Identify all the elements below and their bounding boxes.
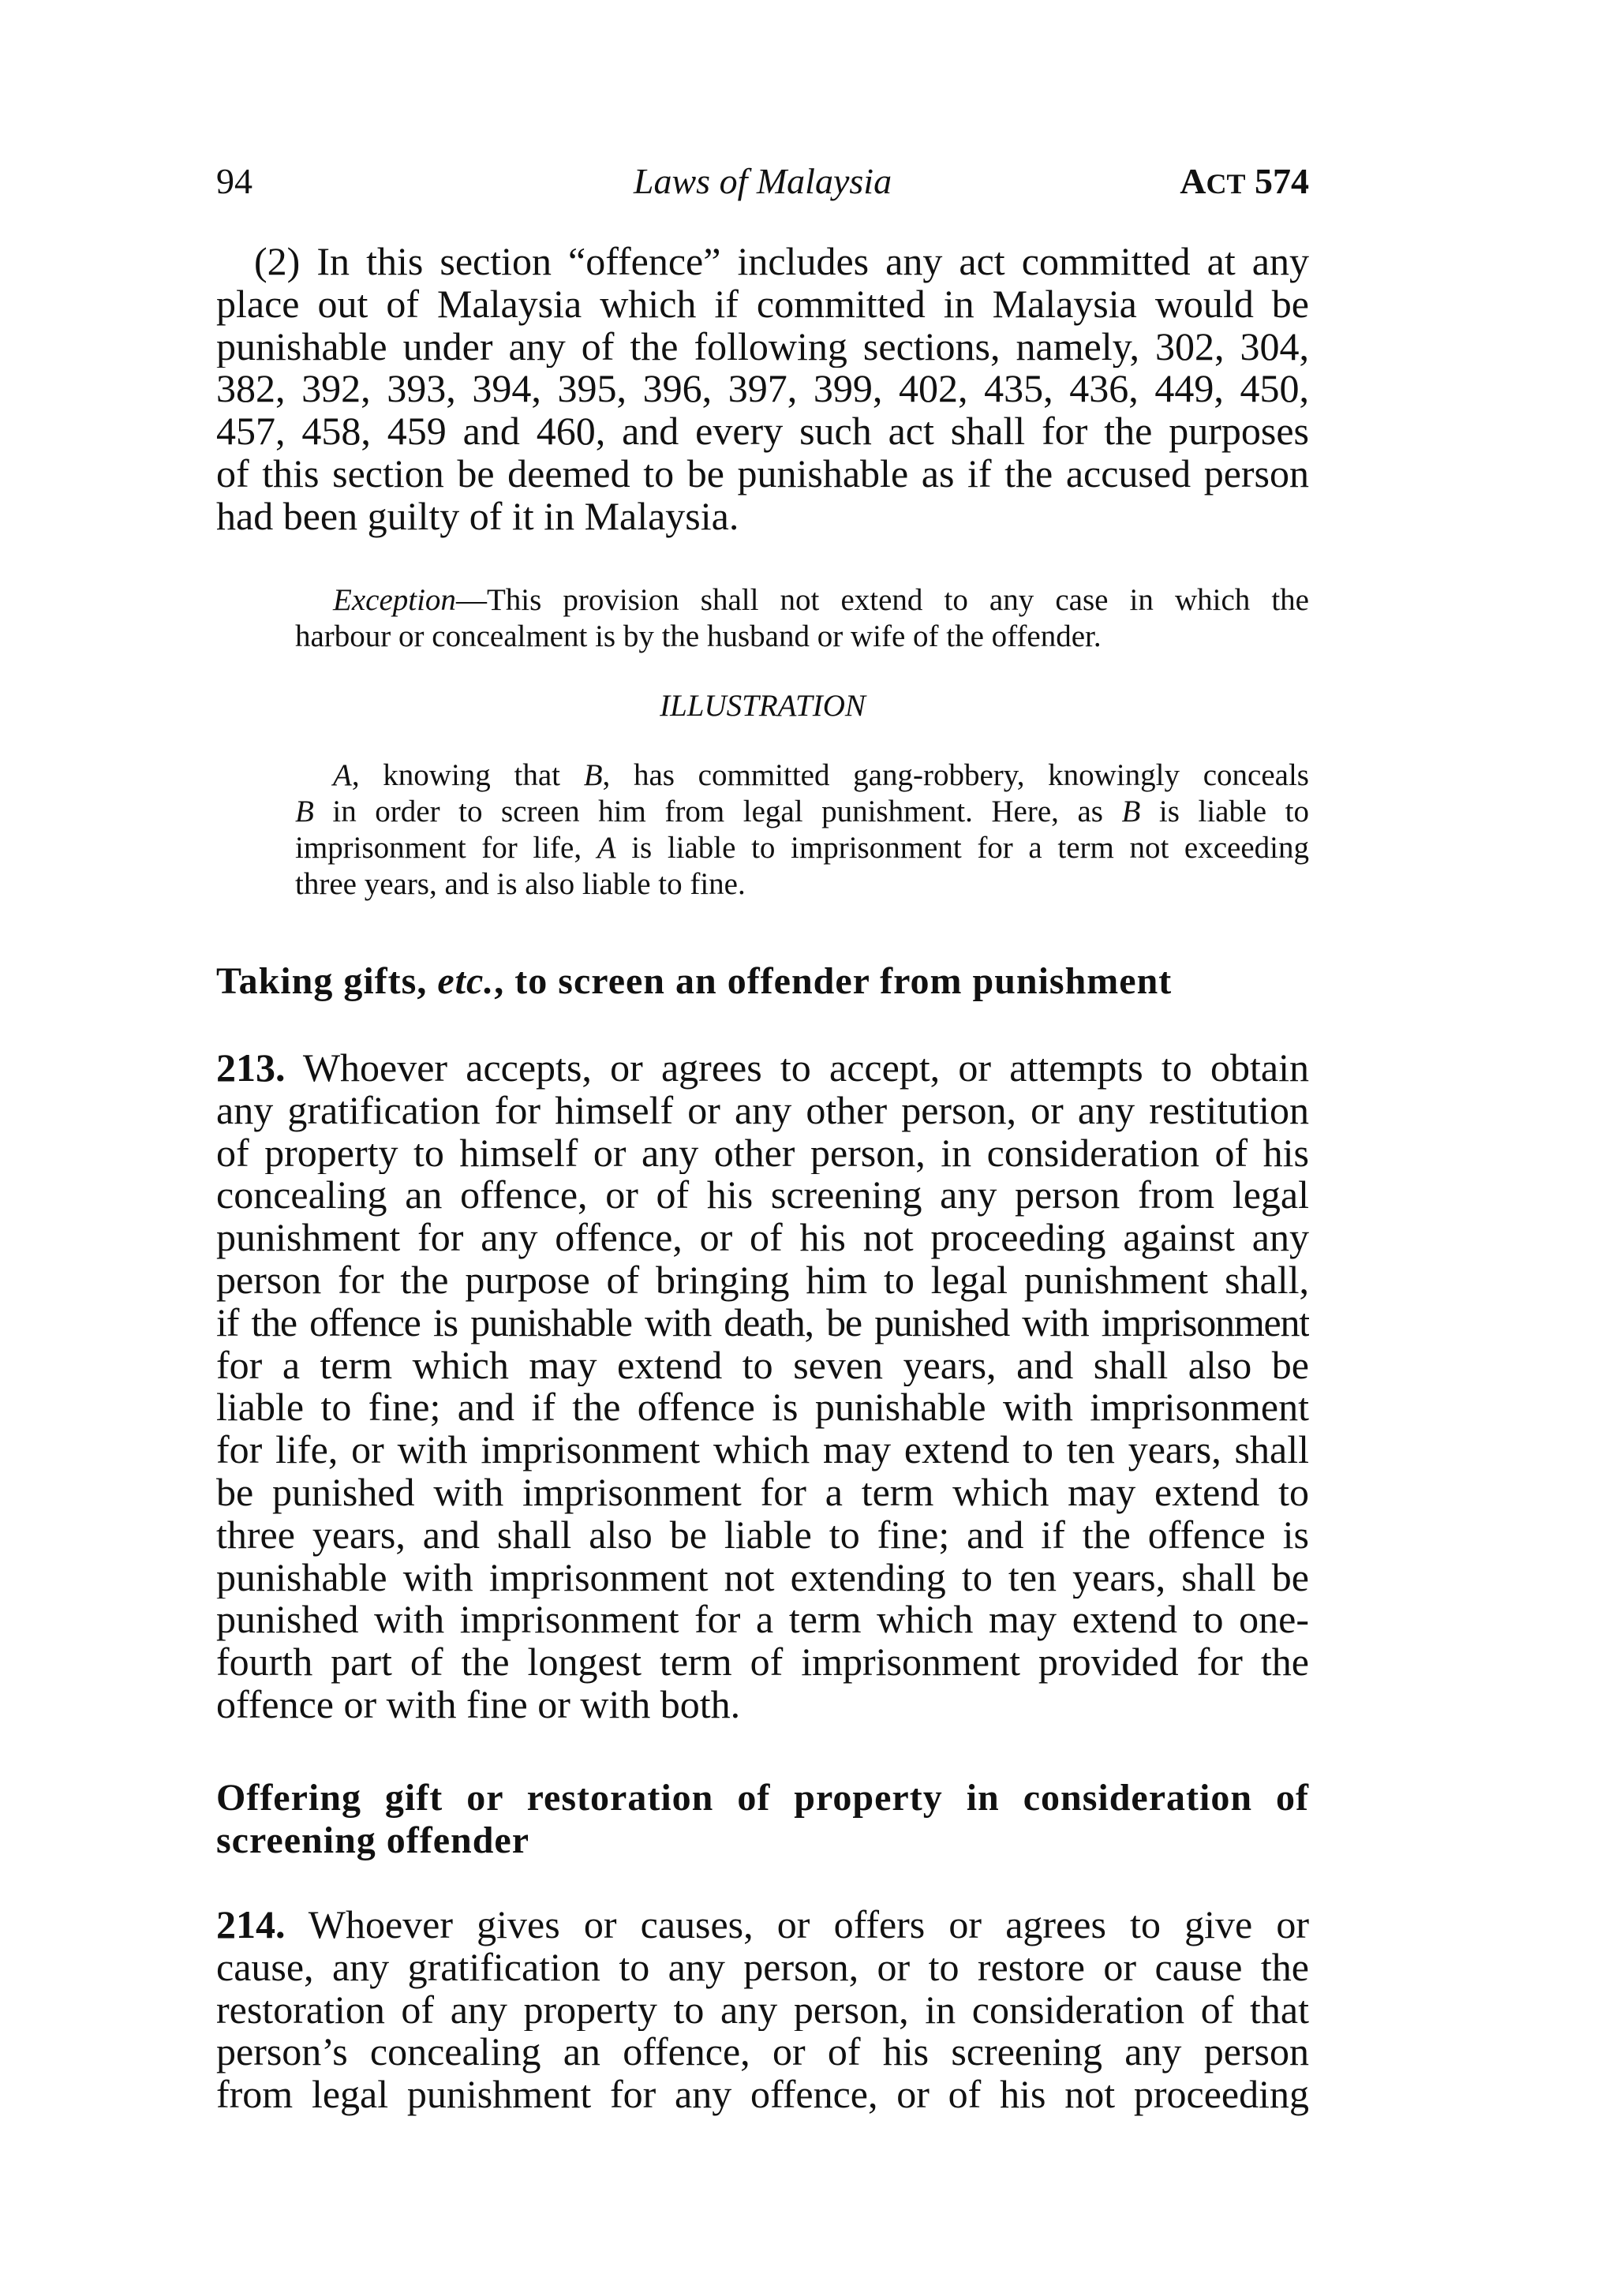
text-line: of property to himself or any other person, in consideration of his bbox=[216, 1131, 1309, 1175]
italic-letter: B bbox=[583, 758, 603, 792]
heading-run: Taking gifts, bbox=[216, 960, 438, 1002]
heading-run: , to screen an offender from punishment bbox=[494, 960, 1173, 1002]
italic-letter: A bbox=[597, 831, 616, 865]
text-line: three years, and shall also be liable to fine; and if the offence is bbox=[216, 1513, 1309, 1557]
page-number: 94 bbox=[216, 161, 252, 201]
text-line: person’s concealing an offence, or of his screening any person bbox=[216, 2031, 1309, 2074]
text-run: Whoever accepts, or agrees to accept, or attempts to obtain bbox=[302, 1047, 1309, 1090]
act-label-prefix: A bbox=[1180, 161, 1206, 201]
text-line: for life, or with imprisonment which may extend to ten years, shall bbox=[216, 1429, 1309, 1471]
text-line: punished with imprisonment for a term which may extend to one- bbox=[216, 1599, 1309, 1642]
exception-note bbox=[295, 582, 1309, 655]
text-line: punishable with imprisonment not extending to ten years, shall be bbox=[216, 1556, 1309, 1599]
heading-italic-run: etc. bbox=[437, 960, 495, 1002]
text-line: if the offence is punishable with death, be punished with imprisonment bbox=[216, 1301, 1309, 1344]
text-line: 382, 392, 393, 394, 395, 396, 397, 399, 402, 435, 436, 449, 450, bbox=[216, 368, 1309, 411]
text-line: of this section be deemed to be punishable as if the accused person bbox=[216, 452, 1309, 495]
book-title: Laws of Malaysia bbox=[633, 161, 892, 201]
text-line: had been guilty of it in Malaysia. bbox=[216, 495, 739, 538]
illustration-line: three years, and is also liable to fine. bbox=[295, 867, 746, 901]
text-line: 457, 458, 459 and 460, and every such act shall for the purposes bbox=[216, 410, 1309, 453]
exception-line bbox=[295, 582, 1309, 619]
text-run: is liable to imprisonment for a term not exceeding bbox=[615, 831, 1309, 865]
text-run: , has committed gang-robbery, knowingly conceals bbox=[602, 758, 1309, 792]
illustration-text bbox=[295, 757, 1309, 903]
exception-label: Exception bbox=[333, 583, 456, 617]
text-line: person for the purpose of bringing him to legal punishment shall, bbox=[216, 1258, 1309, 1302]
act-label bbox=[1180, 158, 1309, 208]
text-line: cause, any gratification to any person, or to restore or cause the bbox=[216, 1946, 1309, 1989]
text-run: , knowing that bbox=[351, 758, 584, 792]
text-line: place out of Malaysia which if committed in Malaysia would be bbox=[216, 282, 1309, 326]
heading-line: Offering gift or restoration of property in consideration of bbox=[216, 1777, 1309, 1819]
section-214-body bbox=[216, 1904, 1309, 2116]
document-page bbox=[216, 0, 1309, 2296]
text-line: offence or with fine or with both. bbox=[216, 1683, 741, 1726]
subsection-2-paragraph bbox=[216, 241, 1309, 538]
section-number: 213. bbox=[216, 1047, 286, 1090]
act-number: 574 bbox=[1255, 161, 1309, 201]
illustration-line bbox=[295, 794, 1309, 830]
text-line: liable to fine; and if the offence is punishable with imprisonment bbox=[216, 1386, 1309, 1430]
italic-letter: A bbox=[333, 758, 352, 792]
text-run: Whoever gives or causes, or offers or agrees to give or bbox=[308, 1904, 1309, 1946]
text-run: in order to screen him from legal punishment. Here, as bbox=[313, 795, 1122, 828]
text-line: restoration of any property to any person, in consideration of that bbox=[216, 1988, 1309, 2032]
illustration-line bbox=[295, 830, 1309, 866]
text-line: any gratification for himself or any other person, or any restitution bbox=[216, 1089, 1309, 1132]
text-line bbox=[216, 1904, 1309, 1946]
illustration-line bbox=[295, 757, 1309, 794]
text-line: concealing an offence, or of his screening any person from legal bbox=[216, 1174, 1309, 1217]
italic-letter: B bbox=[1121, 795, 1141, 828]
section-214-heading bbox=[216, 1777, 1309, 1862]
text-line: for a term which may extend to seven years, and shall also be bbox=[216, 1344, 1309, 1387]
text-run: imprisonment for life, bbox=[295, 831, 597, 865]
text-line: punishable under any of the following sections, namely, 302, 304, bbox=[216, 325, 1309, 368]
act-label-caps: CT bbox=[1206, 168, 1246, 200]
section-213-heading bbox=[216, 960, 1309, 1003]
section-number: 214. bbox=[216, 1904, 286, 1946]
text-line: be punished with imprisonment for a term which may extend to bbox=[216, 1471, 1309, 1514]
text-line: from legal punishment for any offence, or of his not proceeding bbox=[216, 2074, 1309, 2116]
running-header bbox=[216, 158, 1309, 205]
text-run: is liable to bbox=[1140, 795, 1309, 828]
illustration-heading: ILLUSTRATION bbox=[660, 689, 866, 723]
section-213-body bbox=[216, 1047, 1309, 1726]
text-line: (2) In this section “offence” includes any act committed at any bbox=[254, 241, 1309, 283]
text-line: fourth part of the longest term of imprisonment provided for the bbox=[216, 1641, 1309, 1684]
italic-letter: B bbox=[295, 795, 314, 828]
text-line: punishment for any offence, or of his not proceeding against any bbox=[216, 1217, 1309, 1259]
text-line bbox=[216, 1047, 1309, 1090]
exception-line: harbour or concealment is by the husband or wife of the offender. bbox=[295, 619, 1102, 653]
exception-text: —This provision shall not extend to any case in which the bbox=[455, 583, 1309, 617]
heading-line: screening offender bbox=[216, 1819, 530, 1861]
